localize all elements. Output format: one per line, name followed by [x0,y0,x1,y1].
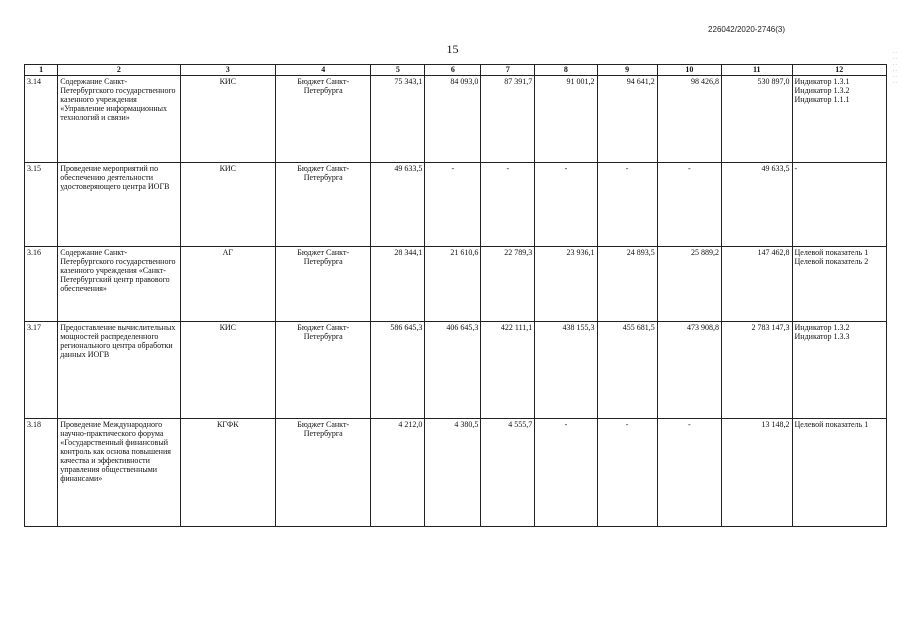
funding-source: Бюджет Санкт-Петербурга [276,163,371,247]
indicators-cell [792,76,886,163]
executor: КИС [180,76,275,163]
activity-name: Проведение мероприятий по обеспечению деятельности удостоверяющего центра ИОГВ [58,163,180,247]
value-cell: - [657,419,721,527]
table-row [25,419,887,527]
value-cell: 24 893,5 [597,247,657,322]
column-header: 11 [722,65,793,76]
column-header: 2 [58,65,180,76]
funding-source: Бюджет Санкт-Петербурга [276,247,371,322]
column-header: 8 [535,65,597,76]
column-header: 5 [371,65,425,76]
value-cell: 406 645,3 [425,322,481,419]
row-number: 3.14 [25,76,58,163]
value-cell: - [535,419,597,527]
value-cell: 422 111,1 [481,322,535,419]
table-row [25,247,887,322]
activity-name: Содержание Санкт-Петербургского государственного казенного учреждения «Управление информационных технологий и связи» [58,76,180,163]
page-number: 15 [446,42,459,56]
value-cell: 87 391,7 [481,76,535,163]
funding-source: Бюджет Санкт-Петербурга [276,322,371,419]
indicator: Индикатор 1.1.1 [794,95,850,104]
column-header: 3 [180,65,275,76]
table-row [25,322,887,419]
indicator: Индикатор 1.3.1 [794,77,850,86]
indicator: - [794,164,798,173]
value-cell: 84 093,0 [425,76,481,163]
table-row [25,163,887,247]
column-header: 7 [481,65,535,76]
value-cell: - [535,163,597,247]
value-cell: - [597,163,657,247]
column-header: 12 [792,65,886,76]
column-header: 6 [425,65,481,76]
column-header: 4 [276,65,371,76]
table-row [25,76,887,163]
value-cell: 28 344,1 [371,247,425,322]
row-number: 3.17 [25,322,58,419]
value-cell: 94 641,2 [597,76,657,163]
executor: КИС [180,322,275,419]
value-cell: 21 610,6 [425,247,481,322]
row-number: 3.15 [25,163,58,247]
value-cell: 23 936,1 [535,247,597,322]
column-header: 9 [597,65,657,76]
document-reference: 226042/2020-2746(3) [708,25,785,34]
total-cell: 530 897,0 [722,76,793,163]
indicators-cell [792,247,886,322]
value-cell: 75 343,1 [371,76,425,163]
indicator: Целевой показатель 1 [794,248,869,257]
row-number: 3.16 [25,247,58,322]
value-cell: - [657,163,721,247]
funding-source: Бюджет Санкт-Петербурга [276,76,371,163]
funding-source: Бюджет Санкт-Петербурга [276,419,371,527]
value-cell: 438 155,3 [535,322,597,419]
value-cell: - [425,163,481,247]
executor: КИС [180,163,275,247]
executor: КГФК [180,419,275,527]
total-cell: 49 633,5 [722,163,793,247]
activity-name: Предоставление вычислительных мощностей распределенного регионального центра обработки данных ИОГВ [58,322,180,419]
indicator: Индикатор 1.3.3 [794,332,850,341]
value-cell: 22 789,3 [481,247,535,322]
value-cell: 586 645,3 [371,322,425,419]
margin-marks: . . . . . . . . . . . . [893,50,897,85]
total-cell: 147 462,8 [722,247,793,322]
value-cell: 91 001,2 [535,76,597,163]
value-cell: - [597,419,657,527]
indicator: Индикатор 1.3.2 [794,86,850,95]
row-number: 3.18 [25,419,58,527]
total-cell: 13 148,2 [722,419,793,527]
value-cell: 455 681,5 [597,322,657,419]
column-header: 1 [25,65,58,76]
value-cell: 4 380,5 [425,419,481,527]
indicator: Индикатор 1.3.2 [794,323,850,332]
column-header: 10 [657,65,721,76]
value-cell: - [481,163,535,247]
indicator: Целевой показатель 2 [794,257,869,266]
activity-name: Проведение Международного научно-практического форума «Государственный финансовый контроль как основа повышения качества и эффективности управления общественными финансами» [58,419,180,527]
program-activities-table [24,64,887,527]
value-cell: 4 555,7 [481,419,535,527]
total-cell: 2 783 147,3 [722,322,793,419]
indicators-cell [792,419,886,527]
activity-name: Содержание Санкт-Петербургского государственного казенного учреждения «Санкт-Петербургский центр правового обеспечения» [58,247,180,322]
indicators-cell [792,322,886,419]
indicator: Целевой показатель 1 [794,420,869,429]
value-cell: 25 889,2 [657,247,721,322]
indicators-cell [792,163,886,247]
value-cell: 473 908,8 [657,322,721,419]
value-cell: 98 426,8 [657,76,721,163]
value-cell: 4 212,0 [371,419,425,527]
column-number-row [25,65,887,76]
value-cell: 49 633,5 [371,163,425,247]
executor: АГ [180,247,275,322]
